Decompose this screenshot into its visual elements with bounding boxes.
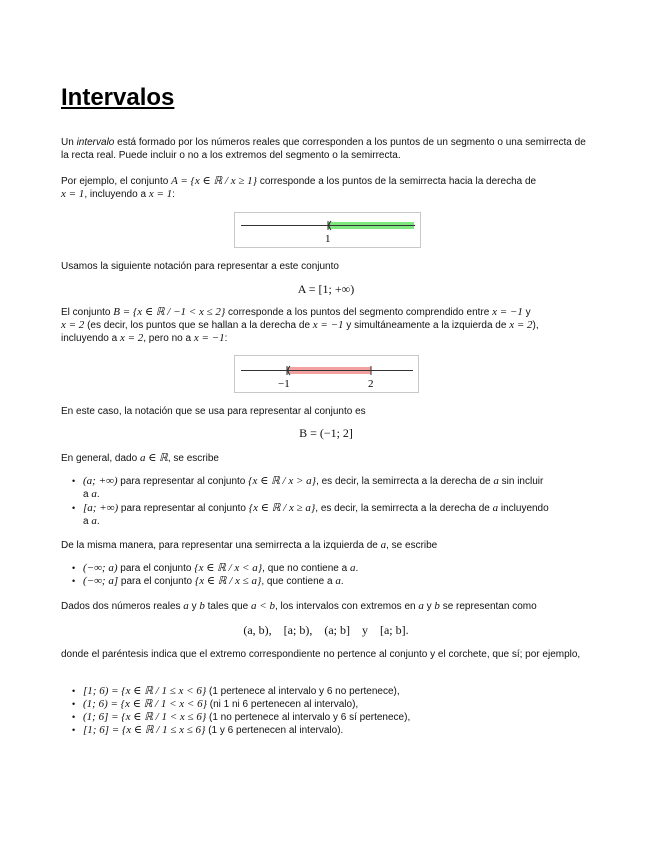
item-text: para representar al conjunto <box>117 476 249 487</box>
item-text: para el conjunto <box>118 576 195 587</box>
example1-paragraph <box>61 175 591 201</box>
example1-text: , incluyendo a <box>84 189 149 200</box>
math-inline: a <box>380 539 387 551</box>
list-item <box>83 685 613 698</box>
math-inline: a <box>492 502 499 514</box>
list-item <box>83 711 613 724</box>
item-text: . <box>355 563 359 574</box>
example2-text: : <box>224 333 228 344</box>
example2-text: (es decir, los puntos que se hallan a la derecha de <box>84 320 313 331</box>
list-item <box>83 724 613 737</box>
interval-notation: [a; +∞) <box>83 502 119 514</box>
list-item <box>83 562 613 575</box>
two-reals-text: se representan como <box>439 601 537 612</box>
item-text: a <box>83 489 92 500</box>
explain-paragraph: donde el paréntesis indica que el extremo correspondiente no pertence al conjunto y el corchete, que sí; por ejemplo, <box>61 649 581 660</box>
number-line-figure-2 <box>234 355 419 393</box>
notation1-text: Usamos la siguiente notación para representar a este conjunto <box>61 261 339 272</box>
interval-example-formula: (1; 6) = {x ∈ ℝ / 1 < x < 6} <box>83 698 207 710</box>
interval-example-formula: (1; 6] = {x ∈ ℝ / 1 < x ≤ 6} <box>83 711 207 723</box>
example2-text: y simultáneamente a la izquierda de <box>343 320 510 331</box>
math-inline: x = 2 <box>509 319 533 331</box>
formula-a: A = [1; +∞) <box>297 282 355 296</box>
math-inline: a <box>350 562 356 574</box>
list-item <box>83 475 613 501</box>
list-item <box>83 575 613 588</box>
math-inline: x = −1 <box>312 319 344 331</box>
example2-text: incluyendo a <box>61 333 120 344</box>
item-text: , que contiene a <box>261 576 336 587</box>
math-inline: x = 2 <box>119 332 144 344</box>
item-text: . <box>96 516 100 527</box>
page-title: Intervalos <box>61 84 175 111</box>
intro-rest: está formado por los números reales que corresponden a los puntos de un segmento o una semirrecta de la recta real. Puede incluir o no a los extremos del segmento o la semirrecta. <box>61 137 586 161</box>
math-inline: a < b <box>251 600 275 612</box>
two-reals-text: tales que <box>204 601 252 612</box>
math-inline: x = 2 <box>61 319 85 331</box>
math-inline: b <box>434 600 440 612</box>
general-text: En general, dado <box>61 453 140 464</box>
two-reals-text: y <box>188 601 200 612</box>
number-line-figure-1 <box>234 212 421 248</box>
math-inline: x = 1 <box>61 188 85 200</box>
item-text: (1 y 6 pertenecen al intervalo). <box>205 725 344 736</box>
left-list <box>61 562 613 588</box>
intro-prefix: Un <box>61 137 77 148</box>
intro-term: intervalo <box>76 137 115 148</box>
left-paragraph <box>61 539 591 552</box>
example2-text: , pero no a <box>143 333 194 344</box>
list-item <box>83 502 613 528</box>
interval-notation: (−∞; a) <box>83 562 118 574</box>
number-line-2 <box>235 356 418 392</box>
item-text: , que no contiene a <box>262 563 350 574</box>
two-reals-text: , los intervalos con extremos en <box>274 601 419 612</box>
item-text: incluyendo <box>498 503 549 514</box>
interval-notation: (a; +∞) <box>83 475 118 487</box>
formula-b: B = (−1; 2] <box>299 426 353 440</box>
math-inline: a <box>91 488 97 500</box>
item-text: , es decir, la semirrecta a la derecha de <box>316 476 494 487</box>
item-text: . <box>96 489 100 500</box>
general-text: , se escribe <box>167 453 219 464</box>
math-inline: x = −1 <box>193 332 225 344</box>
left-text: De la misma manera, para representar una semirrecta a la izquierda de <box>61 540 381 551</box>
example1-text: corresponde a los puntos de la semirrecta hacia la derecha de <box>257 176 537 187</box>
example2-paragraph <box>61 306 591 345</box>
general-list <box>61 475 613 528</box>
general-paragraph <box>61 452 591 465</box>
tick-label-left: −1 <box>278 378 290 390</box>
set-formula: {x ∈ ℝ / x < a} <box>194 562 263 574</box>
item-text: (1 no pertenece al intervalo y 6 sí pertenece), <box>206 712 411 723</box>
item-text: para representar al conjunto <box>118 503 249 514</box>
tick-label-right: 2 <box>368 378 374 390</box>
interval-example-formula: [1; 6) = {x ∈ ℝ / 1 ≤ x < 6} <box>83 685 207 697</box>
item-text: a <box>83 516 92 527</box>
math-inline: a <box>91 515 97 527</box>
examples-list <box>61 685 613 737</box>
number-line-1 <box>235 213 420 247</box>
interval-notation: (−∞; a] <box>83 575 119 587</box>
math-inline: a <box>493 475 499 487</box>
math-inline: b <box>199 600 205 612</box>
set-formula: {x ∈ ℝ / x ≥ a} <box>248 502 316 514</box>
example2-text: corresponde a los puntos del segmento comprendido entre <box>225 307 493 318</box>
example2-text: ), <box>532 320 539 331</box>
math-inline: x = 1 <box>148 188 173 200</box>
intro-paragraph <box>61 136 591 162</box>
math-inline: x = −1 <box>492 306 523 318</box>
set-a-formula: A = {x ∈ ℝ / x ≥ 1} <box>171 175 258 187</box>
list-item <box>83 698 613 711</box>
item-text: (ni 1 ni 6 pertenecen al intervalo), <box>206 699 359 710</box>
tick-label-1: 1 <box>325 233 331 245</box>
item-text: . <box>340 576 344 587</box>
example2-text: El conjunto <box>61 307 114 318</box>
set-formula: {x ∈ ℝ / x > a} <box>248 475 317 487</box>
notation2-text: En este caso, la notación que se usa para representar al conjunto es <box>61 406 366 417</box>
two-reals-paragraph <box>61 600 591 613</box>
item-text: para el conjunto <box>117 563 195 574</box>
item-text: sin incluir <box>498 476 544 487</box>
set-formula: {x ∈ ℝ / x ≤ a} <box>194 575 262 587</box>
two-reals-text: y <box>423 601 435 612</box>
math-inline: a <box>418 600 424 612</box>
interval-example-formula: [1; 6] = {x ∈ ℝ / 1 ≤ x ≤ 6} <box>83 724 206 736</box>
math-inline: a ∈ ℝ <box>139 452 168 464</box>
example1-text: Por ejemplo, el conjunto <box>61 176 172 187</box>
left-text: , se escribe <box>386 540 438 551</box>
math-inline: a <box>335 575 341 587</box>
two-reals-text: Dados dos números reales <box>61 601 184 612</box>
item-text: , es decir, la semirrecta a la derecha de <box>315 503 493 514</box>
formula-intervals: (a, b), [a; b), (a; b] y [a; b]. <box>243 623 409 637</box>
math-inline: a <box>183 600 189 612</box>
set-b-formula: B = {x ∈ ℝ / −1 < x ≤ 2} <box>113 306 226 318</box>
example1-text: : <box>172 189 175 200</box>
item-text: (1 pertenece al intervalo y 6 no pertenece), <box>206 686 400 697</box>
example2-text: y <box>522 307 531 318</box>
